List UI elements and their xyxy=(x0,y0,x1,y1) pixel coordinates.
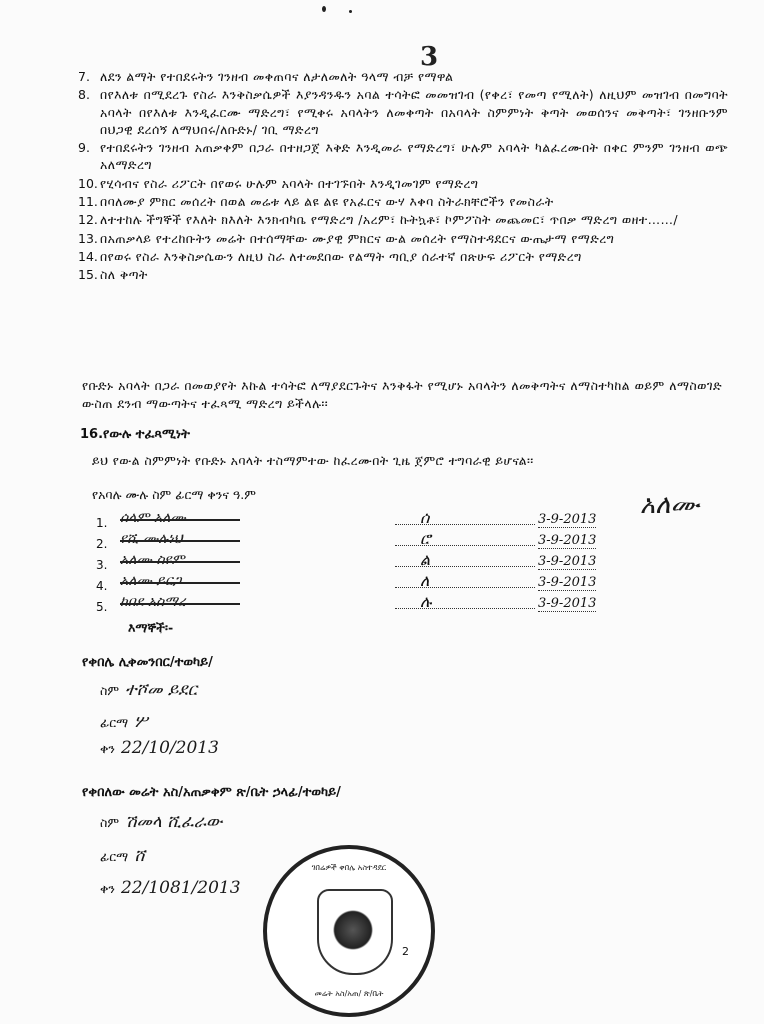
scan-speck xyxy=(349,10,352,13)
dotted-line xyxy=(395,587,535,588)
member-signature: ሰ xyxy=(420,508,430,527)
seal-number: 2 xyxy=(402,945,409,958)
member-name: የሺ ሙሉነህ xyxy=(120,531,183,547)
list-item: 15. ስለ ቅጣት xyxy=(78,267,148,283)
receiver2-name-field: ስም ሽመላ ሺፈራው xyxy=(100,812,223,832)
receiver1-sign-field: ፊርማ ሦ xyxy=(100,712,148,732)
dotted-line xyxy=(395,545,535,546)
member-date: 3-9-2013 xyxy=(538,533,597,548)
member-row: 4. አለሙ ይርጋ ለ 3-9-2013 xyxy=(96,571,597,593)
member-name: አለሙ ይርጋ xyxy=(120,573,182,589)
member-row: 1. ሰላም አለሙ ሰ 3-9-2013 xyxy=(96,508,597,530)
list-item: 10. የሂሳብና የስራ ሪፖርት በየወሩ ሁሉም አባላት በተገኙበት እንዲገመገም የማድረግ xyxy=(78,175,479,191)
receiver1-name: ተሾመ ይደር xyxy=(125,680,197,700)
dotted-line xyxy=(395,608,535,609)
list-item: 9. የተበደሩትን ገንዘብ አጠቃቀም በጋራ በተዘጋጀ እቅድ እንዲመራ የማድረግ፣ ሁሉም አባላት ካልፈረሙበት በቀር ምንም ገንዘብ ወጭ አለማድረግ xyxy=(78,140,728,173)
official-seal xyxy=(263,845,435,1017)
members-header: የአባሉ ሙሉ ስም ፊርማ ቀንና ዓ.ም xyxy=(92,487,256,502)
member-date: 3-9-2013 xyxy=(538,554,597,569)
section-16-heading: 16.የውሉ ተፈጻሚነት xyxy=(80,427,190,442)
member-signature: ለ xyxy=(420,571,430,590)
receiver1-signature: ሦ xyxy=(134,712,148,732)
seal-bottom-text: መሬት አስ/አጠ/ ጽ/ቤት xyxy=(314,989,384,998)
list-item: 12. ለተተከሉ ችግኞች የእለት ክእለት እንክብካቤ የማድረግ /አረም፣ ኩትኳቶ፣ ኮምፖስት መጨመር፣ ጥበቃ ማድረግ ወዘተ……/ xyxy=(78,212,679,228)
member-date: 3-9-2013 xyxy=(538,596,597,611)
receiver1-date: 22/10/2013 xyxy=(120,738,219,758)
handwritten-signature: አለሙ xyxy=(640,490,700,520)
member-name: ከበደ አስማረ xyxy=(120,594,186,610)
witnesses-label: እማኞች፡- xyxy=(128,620,174,635)
dotted-line xyxy=(395,524,535,525)
member-row: 3. አለሙ ስዩም ል 3-9-2013 xyxy=(96,550,597,572)
list-item: 8. በየእለቱ በሚደረጉ የስራ እንቅስቃሴዎች እያንዳንዱን አባል ተሳትፎ መመዝገብ (የቀረ፣ የመጣ የሚለት) ለዚህም መዝገብ በመግባት አባላት በየእለቱ እንዲፈርሙ ማድረግ፣ የሚቀሩ አባላትን ለመቀጣት በአባላት ስምምነት ቅጣት መወሰንና መቅጣት፣ ገንዘቡንም በህጋዊ ደረሰኝ ለማህበሩ/ለቡድኑ/ ገቢ ማድረግ xyxy=(78,87,728,137)
list-item: 7. ለደን ልማት የተበደሩትን ገንዘብ መቀጠባና ለታለመለት ዓላማ ብቻ የማዋል xyxy=(78,69,454,84)
member-date: 3-9-2013 xyxy=(538,512,597,527)
members-table xyxy=(90,510,650,615)
member-name: አለሙ ስዩም xyxy=(120,552,185,568)
seal-top-text: ገበሬዎች ቀበሌ አስተዳደር xyxy=(311,863,387,872)
receiver2-title: የቀበለው መሬት አስ/አጠቃቀም ጽ/ቤት ኃላፊ/ተወካይ/ xyxy=(82,785,341,800)
member-date: 3-9-2013 xyxy=(538,575,597,590)
receiver1-title: የቀበሌ ሊቀመንበር/ተወካይ/ xyxy=(82,655,213,670)
member-name: ሰላም አለሙ xyxy=(120,510,186,526)
list-item: 14. በየወሩ የስራ እንቅስቃሴውን ለዚህ ስራ ለተመደበው የልማት ጣቢያ ሰራተኛ በጽሁፍ ሪፖርት የማድረግ xyxy=(78,248,582,264)
receiver1-name-field: ስም ተሾመ ይደር xyxy=(100,680,197,700)
member-signature: ሮ xyxy=(420,529,431,548)
member-signature: ሉ xyxy=(420,592,432,611)
receiver2-date-field: ቀን 22/1081/2013 xyxy=(100,878,241,898)
obligations-list xyxy=(78,68,728,285)
seal-emblem-icon xyxy=(331,905,375,955)
member-row: 2. የሺ ሙሉነህ ሮ 3-9-2013 xyxy=(96,529,597,551)
member-row: 5. ከበደ አስማረ ሉ 3-9-2013 xyxy=(96,592,597,614)
receiver2-name: ሽመላ ሺፈራው xyxy=(125,812,223,832)
receiver2-sign-field: ፊርማ ሸ xyxy=(100,846,145,866)
page-number: 3 xyxy=(420,42,439,72)
dotted-line xyxy=(395,566,535,567)
scan-speck xyxy=(322,6,326,12)
receiver1-date-field: ቀን 22/10/2013 xyxy=(100,738,219,758)
list-item: 11. በባለሙያ ምክር መሰረት በወል መሬቱ ላይ ልዩ ልዩ የአፈርና ውሃ እቀባ ስትራክቸሮችን የመስራት xyxy=(78,194,554,210)
section-16-text: ይህ የውል ስምምነት የቡድኑ አባላት ተስማምተው ከፈረሙበት ጊዜ ጀምሮ ተግባራዊ ይሆናል፡፡ xyxy=(92,453,534,468)
list-item: 13. በአጠቃላይ የተረከቡትን መሬት በተሰማቸው ሙያዊ ምክርና ውል መሰረት የማስተዳደርና ውጤታማ የማድረግ xyxy=(78,230,615,246)
receiver2-signature: ሸ xyxy=(134,846,145,866)
penalty-paragraph: የቡድኑ አባላት በጋራ በመወያየት እኩል ተሳትፎ ለማያደርጉትና እንቅፋት የሚሆኑ አባላትን ለመቅጣትና ለማስተካከል ወይም ለማስወገድ ውስጠ ደንብ ማውጣትና ተፈጻሚ ማድረግ ይችላሉ፡፡ xyxy=(82,378,722,411)
member-signature: ል xyxy=(420,550,431,569)
receiver2-date: 22/1081/2013 xyxy=(120,878,241,898)
